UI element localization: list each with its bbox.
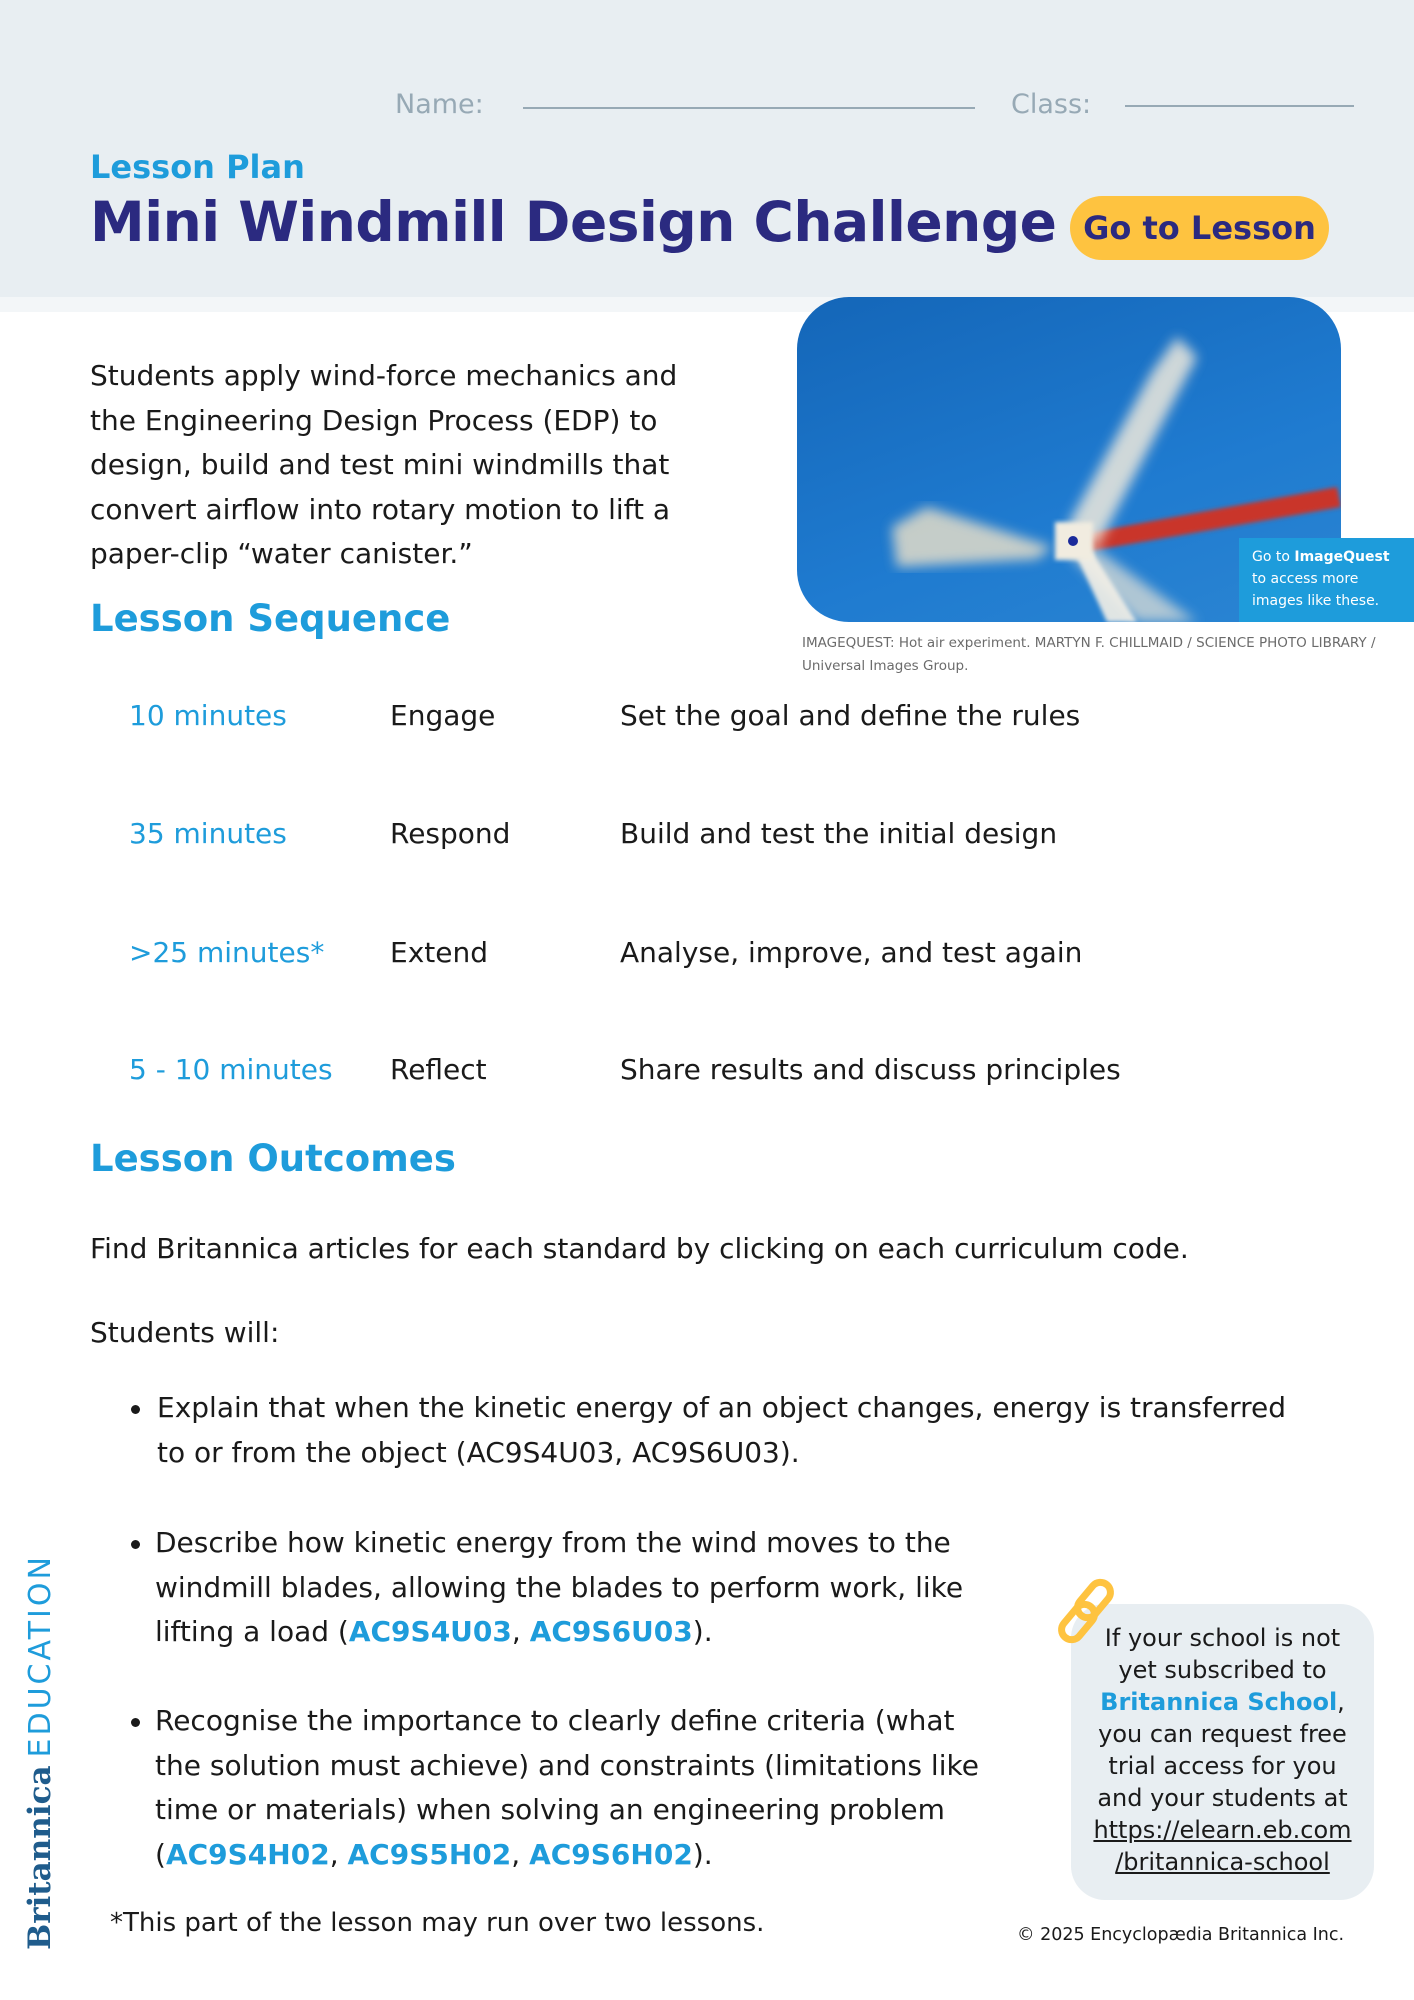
outcome-text: Describe how kinetic energy from the wind moves to the xyxy=(155,1526,951,1559)
signup-url-link[interactable]: https://elearn.eb.com xyxy=(1093,1816,1352,1844)
class-label: Class: xyxy=(1011,89,1092,120)
outcome-text: windmill blades, allowing the blades to perform work, like xyxy=(155,1570,964,1604)
promo-text: to access more xyxy=(1252,571,1359,587)
curriculum-code-link[interactable]: AC9S6U03 xyxy=(529,1615,693,1648)
sequence-phase: Engage xyxy=(390,699,496,732)
outcome-text: Explain that when the kinetic energy of an object changes, energy is transferred xyxy=(157,1391,1287,1424)
sequence-desc: Analyse, improve, and test again xyxy=(620,936,1083,969)
britannica-school-link[interactable]: Britannica School xyxy=(1100,1688,1338,1716)
outcome-text: time or materials) when solving an engineering problem xyxy=(155,1793,945,1826)
lesson-sequence-heading: Lesson Sequence xyxy=(90,597,451,640)
imagequest-promo[interactable] xyxy=(1239,538,1414,622)
lesson-outcomes-heading: Lesson Outcomes xyxy=(90,1137,456,1180)
name-field[interactable] xyxy=(523,107,975,109)
outcome-text: ). xyxy=(692,1837,713,1871)
signup-url-link[interactable]: /britannica-school xyxy=(1115,1848,1330,1876)
curriculum-code-link[interactable]: AC9S5H02 xyxy=(347,1837,512,1871)
curriculum-code-link[interactable]: AC9S6H02 xyxy=(529,1837,693,1871)
promo-text: images like these. xyxy=(1252,593,1380,609)
image-caption: IMAGEQUEST: Hot air experiment. MARTYN F. CHILLMAID / SCIENCE PHOTO LIBRARY / Universal Images Group. xyxy=(802,635,1376,674)
go-to-lesson-button[interactable]: Go to Lesson xyxy=(1070,196,1329,260)
curriculum-code-link[interactable]: AC9S4H02 xyxy=(165,1837,330,1871)
class-field[interactable] xyxy=(1125,105,1354,107)
outcome-text: lifting a load ( xyxy=(155,1615,349,1648)
page-title: Mini Windmill Design Challenge xyxy=(90,190,1057,254)
sequence-phase: Respond xyxy=(390,817,511,850)
brand-sub: EDUCATION xyxy=(22,1554,58,1758)
sequence-desc: Build and test the initial design xyxy=(620,817,1058,850)
footnote: *This part of the lesson may run over two lessons. xyxy=(110,1908,765,1938)
sequence-desc: Set the goal and define the rules xyxy=(620,699,1081,732)
bullet-dot xyxy=(131,1540,140,1549)
outcomes-intro: Find Britannica articles for each standard by clicking on each curriculum code. xyxy=(90,1232,1189,1265)
separator: , xyxy=(511,1837,530,1871)
britannica-education-logo xyxy=(22,1554,58,1950)
promo-text: Go to xyxy=(1252,549,1295,565)
callout-text: you can request free xyxy=(1098,1720,1347,1748)
eyebrow-label: Lesson Plan xyxy=(90,148,305,186)
subscription-callout xyxy=(1071,1604,1374,1900)
outcome-text: the solution must achieve) and constraints (limitations like xyxy=(155,1748,979,1782)
separator: , xyxy=(511,1615,530,1648)
curriculum-code-link[interactable]: AC9S4U03 xyxy=(348,1615,512,1648)
sequence-desc: Share results and discuss principles xyxy=(620,1053,1121,1086)
imagequest-link[interactable]: ImageQuest xyxy=(1294,549,1390,565)
intro-paragraph: Students apply wind-force mechanics and the Engineering Design Process (EDP) to design, build and test mini windmills that convert airflow into rotary motion to lift a paper-clip “water canister.” xyxy=(90,359,678,570)
callout-text: yet subscribed to xyxy=(1118,1656,1327,1684)
callout-text: If your school is not xyxy=(1104,1624,1341,1652)
outcome-text: Recognise the importance to clearly define criteria (what xyxy=(155,1704,955,1737)
copyright: © 2025 Encyclopædia Britannica Inc. xyxy=(1017,1925,1345,1945)
name-label: Name: xyxy=(395,89,484,120)
link-icon xyxy=(1050,1575,1126,1647)
sequence-time: 5 - 10 minutes xyxy=(129,1053,333,1086)
sequence-time: 10 minutes xyxy=(129,699,287,732)
bullet-dot xyxy=(131,1718,140,1727)
separator: , xyxy=(329,1837,348,1871)
outcome-text: ). xyxy=(692,1615,713,1648)
callout-text: and your students at xyxy=(1097,1784,1348,1812)
outcome-text: to or from the object (AC9S4U03, AC9S6U03). xyxy=(157,1435,800,1469)
students-will-label: Students will: xyxy=(90,1316,280,1349)
brand-name: Britannica xyxy=(22,1765,58,1950)
bullet-dot xyxy=(131,1405,140,1414)
callout-text: trial access for you xyxy=(1108,1752,1337,1780)
sequence-time: >25 minutes* xyxy=(129,936,325,969)
callout-text: , xyxy=(1337,1688,1345,1716)
sequence-phase: Reflect xyxy=(390,1053,487,1086)
sequence-time: 35 minutes xyxy=(129,817,287,850)
outcome-text: ( xyxy=(155,1837,166,1871)
sequence-phase: Extend xyxy=(390,936,488,969)
